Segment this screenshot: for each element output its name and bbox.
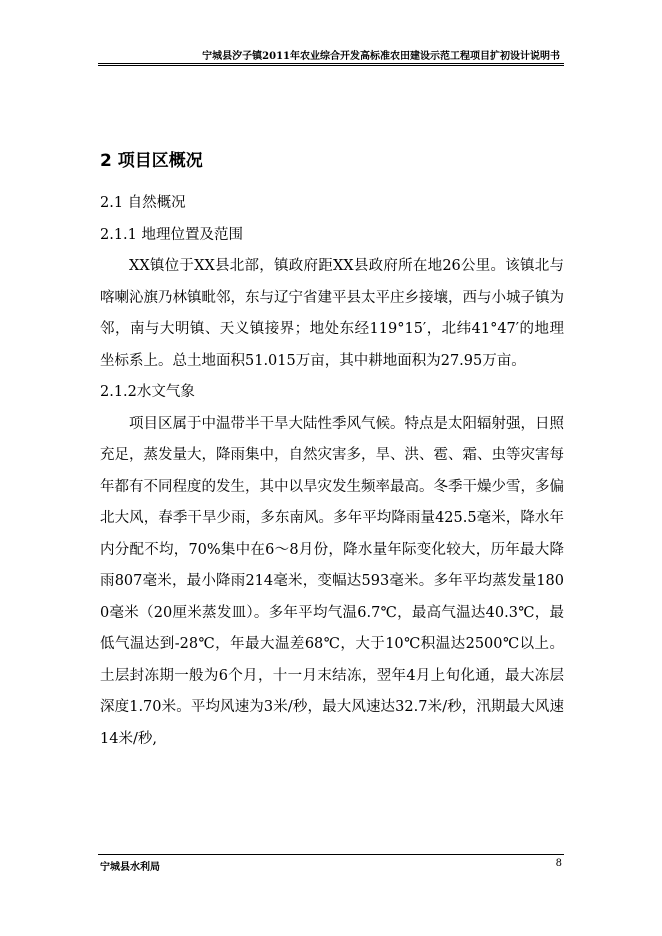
section-heading-2-1-2: 2.1.2水文气象 — [100, 384, 195, 400]
running-header: 宁城县汐子镇2011年农业综合开发高标准农田建设示范工程项目扩初设计说明书 — [202, 51, 560, 62]
paragraph-climate: 项目区属于中温带半干旱大陆性季风气候。特点是太阳辐射强，日照充足，蒸发量大，降雨集中，自然灾害多，旱、洪、雹、霜、虫等灾害每年都有不同程度的发生，其中以旱灾发生频率最高。冬季干燥少雪，多偏北大风，春季干旱少雨，多东南风。多年平均降雨量425.5毫米，降水年内分配不均，70%集中在6～8月份，降水量年际变化较大，历年最大降雨807毫米，最小降雨214毫米，变幅达593毫米。多年平均蒸发量1800毫米（20厘米蒸发皿）。多年平均气温6.7℃，最高气温达40.3℃，最低气温达到-28℃，年最大温差68℃，大于10℃积温达2500℃以上。土层封冻期一般为6个月，十一月末结冻，翌年4月上旬化通，最大冻层深度1.70米。平均风速为3米/秒，最大风速达32.7米/秒，汛期最大风速14米/秒, — [100, 415, 564, 747]
footer-rule — [98, 854, 564, 855]
section-heading-2-1-1: 2.1.1 地理位置及范围 — [100, 226, 244, 243]
chapter-title: 2 项目区概况 — [100, 151, 203, 171]
body-content — [100, 188, 564, 755]
paragraph-location: XX镇位于XX县北部，镇政府距XX县政府所在地26公里。该镇北与喀喇沁旗乃林镇毗邻，东与辽宁省建平县太平庄乡接壤，西与小城子镇为邻，南与大明镇、天义镇接界；地处东经119°15′，北纬41°47′的地理坐标系上。总土地面积51.015万亩，其中耕地面积为27.95万亩。 — [100, 258, 564, 369]
footer-organization: 宁城县水利局 — [100, 862, 160, 873]
page-number: 8 — [555, 858, 562, 869]
section-heading-2-1: 2.1 自然概况 — [100, 195, 186, 211]
header-rule — [98, 63, 564, 66]
